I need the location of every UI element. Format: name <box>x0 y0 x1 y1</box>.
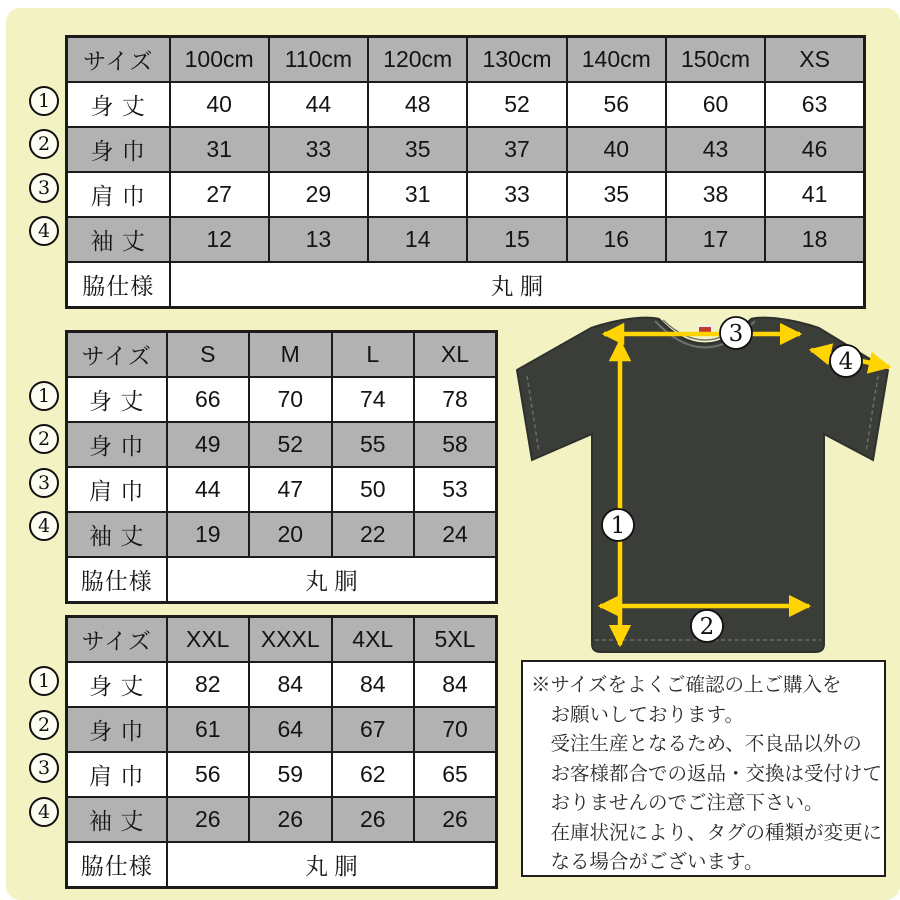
svg-text:2: 2 <box>699 614 715 640</box>
measure-value: 40 <box>170 82 269 127</box>
side-spec-value: 丸 胴 <box>167 842 497 888</box>
measure-label: 肩 巾 <box>67 752 167 797</box>
measure-label: 身 丈 <box>67 377 167 422</box>
measure-value: 61 <box>167 707 250 752</box>
row-marker-4: 4 <box>29 797 59 827</box>
row-marker-4: 4 <box>29 216 59 246</box>
measure-value: 46 <box>765 127 864 172</box>
size-col-header: 140cm <box>567 37 666 83</box>
measure-value: 49 <box>167 422 250 467</box>
row-marker-2: 2 <box>29 129 59 159</box>
measure-value: 74 <box>332 377 415 422</box>
measure-value: 58 <box>414 422 497 467</box>
measure-value: 26 <box>167 797 250 842</box>
notice-line: ※サイズをよくご確認の上ご購入を <box>531 674 842 696</box>
table-row <box>67 512 497 557</box>
measure-label: 身 丈 <box>67 662 167 707</box>
measure-value: 14 <box>368 217 467 262</box>
size-col-header: 130cm <box>467 37 566 83</box>
notice-line: お客様都合での返品・交換は受付けて <box>550 762 883 785</box>
measure-label: 肩 巾 <box>67 172 170 217</box>
measure-value: 67 <box>332 707 415 752</box>
measure-value: 24 <box>414 512 497 557</box>
row-marker-3: 3 <box>29 753 59 783</box>
side-spec-label: 脇仕様 <box>67 557 167 603</box>
measure-value: 50 <box>332 467 415 512</box>
size-col-header: S <box>167 332 250 378</box>
measure-label: 身 丈 <box>67 82 170 127</box>
side-spec-value: 丸 胴 <box>170 262 865 308</box>
measure-label: 肩 巾 <box>67 467 167 512</box>
notice-line: おりませんのでご注意下さい。 <box>550 792 824 814</box>
table-row <box>67 752 497 797</box>
table-row <box>67 557 497 603</box>
measure-value: 84 <box>332 662 415 707</box>
table-row <box>67 467 497 512</box>
table-row <box>67 82 865 127</box>
size-col-header: XXL <box>167 617 250 663</box>
table-row <box>67 377 497 422</box>
measure-value: 26 <box>249 797 332 842</box>
tshirt-measurement-diagram <box>505 312 900 658</box>
measure-value: 12 <box>170 217 269 262</box>
kids-size-table <box>65 35 866 309</box>
measure-value: 19 <box>167 512 250 557</box>
table-row <box>67 127 865 172</box>
size-col-header: 120cm <box>368 37 467 83</box>
measure-value: 52 <box>467 82 566 127</box>
table-row <box>67 662 497 707</box>
size-col-header: 5XL <box>414 617 497 663</box>
table-row <box>67 262 865 308</box>
measure-value: 35 <box>368 127 467 172</box>
table-row <box>67 617 497 663</box>
measure-value: 43 <box>666 127 765 172</box>
size-header-cell: サイズ <box>67 37 170 83</box>
row-marker-2: 2 <box>29 424 59 454</box>
marker-3-badge <box>720 317 752 349</box>
measure-label: 身 巾 <box>67 422 167 467</box>
notice-line: 受注生産となるため、不良品以外の <box>550 733 862 755</box>
size-header-cell: サイズ <box>67 332 167 378</box>
measure-value: 59 <box>249 752 332 797</box>
measure-value: 38 <box>666 172 765 217</box>
marker-2-badge <box>691 610 723 642</box>
measure-label: 袖 丈 <box>67 217 170 262</box>
svg-text:4: 4 <box>838 349 854 375</box>
measure-value: 18 <box>765 217 864 262</box>
measure-value: 33 <box>467 172 566 217</box>
measure-value: 62 <box>332 752 415 797</box>
measure-value: 26 <box>332 797 415 842</box>
measure-value: 31 <box>368 172 467 217</box>
measure-value: 16 <box>567 217 666 262</box>
measure-value: 53 <box>414 467 497 512</box>
measure-value: 56 <box>567 82 666 127</box>
size-header-cell: サイズ <box>67 617 167 663</box>
measure-value: 31 <box>170 127 269 172</box>
measure-value: 29 <box>269 172 368 217</box>
svg-text:3: 3 <box>728 321 744 347</box>
measure-value: 70 <box>414 707 497 752</box>
side-spec-label: 脇仕様 <box>67 262 170 308</box>
size-col-header: 150cm <box>666 37 765 83</box>
measure-value: 37 <box>467 127 566 172</box>
measure-value: 48 <box>368 82 467 127</box>
measure-value: 66 <box>167 377 250 422</box>
size-col-header: M <box>249 332 332 378</box>
table-row <box>67 422 497 467</box>
measure-value: 17 <box>666 217 765 262</box>
table-row <box>67 37 865 83</box>
svg-text:1: 1 <box>610 513 626 539</box>
table-row <box>67 332 497 378</box>
measure-value: 63 <box>765 82 864 127</box>
brand-tag-logo <box>699 327 711 332</box>
size-col-header: XS <box>765 37 864 83</box>
notice-line: お願いしております。 <box>550 703 744 726</box>
measure-value: 33 <box>269 127 368 172</box>
big-size-table <box>65 615 498 889</box>
measure-value: 84 <box>249 662 332 707</box>
measure-label: 袖 丈 <box>67 512 167 557</box>
measure-value: 55 <box>332 422 415 467</box>
row-marker-4: 4 <box>29 511 59 541</box>
measure-value: 26 <box>414 797 497 842</box>
measure-value: 40 <box>567 127 666 172</box>
measure-value: 64 <box>249 707 332 752</box>
measure-value: 27 <box>170 172 269 217</box>
row-marker-1: 1 <box>29 666 59 696</box>
size-col-header: 110cm <box>269 37 368 83</box>
measure-value: 56 <box>167 752 250 797</box>
measure-value: 70 <box>249 377 332 422</box>
purchase-notice-box <box>521 660 886 877</box>
row-marker-3: 3 <box>29 173 59 203</box>
measure-value: 44 <box>167 467 250 512</box>
size-col-header: XL <box>414 332 497 378</box>
measure-value: 20 <box>249 512 332 557</box>
notice-line: なる場合がございます。 <box>550 851 764 873</box>
marker-4-badge <box>830 345 862 377</box>
marker-1-badge <box>602 509 634 541</box>
table-row <box>67 217 865 262</box>
size-col-header: 100cm <box>170 37 269 83</box>
measure-value: 41 <box>765 172 864 217</box>
side-spec-value: 丸 胴 <box>167 557 497 603</box>
row-marker-1: 1 <box>29 86 59 116</box>
measure-value: 44 <box>269 82 368 127</box>
measure-value: 22 <box>332 512 415 557</box>
table-row <box>67 172 865 217</box>
size-col-header: 4XL <box>332 617 415 663</box>
measure-value: 60 <box>666 82 765 127</box>
measure-value: 84 <box>414 662 497 707</box>
measure-value: 78 <box>414 377 497 422</box>
table-row <box>67 797 497 842</box>
measure-label: 身 巾 <box>67 707 167 752</box>
table-row <box>67 707 497 752</box>
measure-value: 35 <box>567 172 666 217</box>
measure-value: 47 <box>249 467 332 512</box>
adult-size-table <box>65 330 498 604</box>
table-row <box>67 842 497 888</box>
size-col-header: L <box>332 332 415 378</box>
measure-label: 身 巾 <box>67 127 170 172</box>
measure-value: 15 <box>467 217 566 262</box>
measure-label: 袖 丈 <box>67 797 167 842</box>
side-spec-label: 脇仕様 <box>67 842 167 888</box>
measure-value: 52 <box>249 422 332 467</box>
notice-line: 在庫状況により、タグの種類が変更に <box>550 821 883 844</box>
measure-value: 13 <box>269 217 368 262</box>
row-marker-2: 2 <box>29 710 59 740</box>
measure-value: 65 <box>414 752 497 797</box>
row-marker-1: 1 <box>29 381 59 411</box>
row-marker-3: 3 <box>29 468 59 498</box>
measure-value: 82 <box>167 662 250 707</box>
size-col-header: XXXL <box>249 617 332 663</box>
